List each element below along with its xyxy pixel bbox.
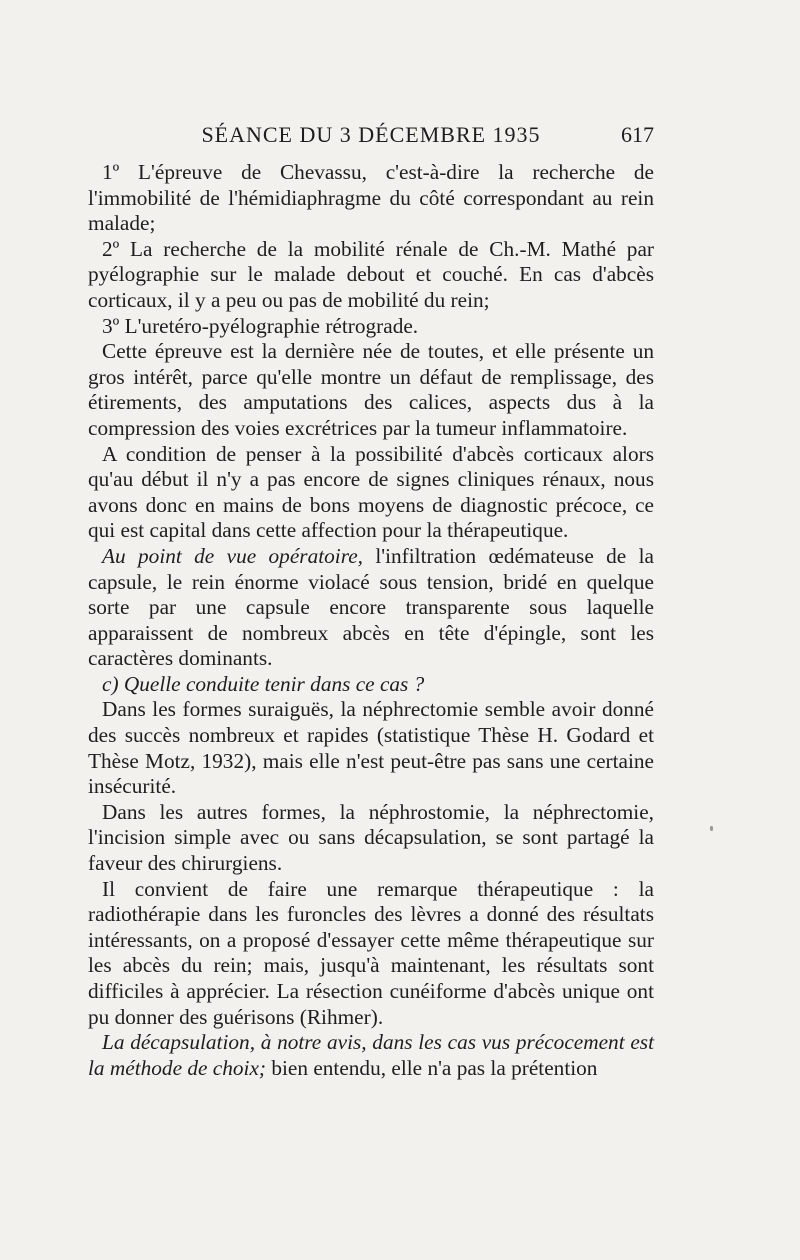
page-header xyxy=(88,122,654,152)
running-title: SÉANCE DU 3 DÉCEMBRE 1935 xyxy=(201,122,541,147)
paragraph-6: Au point de vue opératoire, l'infiltration œdémateuse de la capsule, le rein énorme violacé sous tension, bridé en quelque sorte par une capsule encore transparente sous laquelle apparaissent de nombreux abcès en tête d'épingle, sont les caractères dominants. xyxy=(88,543,654,671)
paragraph-10: Il convient de faire une remarque thérapeutique : la radiothérapie dans les furoncles des lèvres a donné des résultats intéressants, on a proposé d'essayer cette même thérapeutique sur les abcès du rein; mais, jusqu'à maintenant, les résultats sont difficiles à apprécier. La résection cunéiforme d'abcès unique ont pu donner des guérisons (Rihmer). xyxy=(88,876,654,1029)
body-text xyxy=(88,160,654,1081)
italic-lead: La décapsulation, à notre avis, dans les cas vus précocement est la méthode de choix; xyxy=(88,1030,654,1080)
paragraph-1: 1º L'épreuve de Chevassu, c'est-à-dire la recherche de l'immobilité de l'hémidiaphragme du côté correspondant au rein malade; xyxy=(88,160,654,236)
page-number: 617 xyxy=(621,122,654,147)
paragraph-5: A condition de penser à la possibilité d'abcès corticaux alors qu'au début il n'y a pas encore de signes cliniques rénaux, nous avons donc en mains de bons moyens de diagnostic précoce, ce qui est capital dans cette affection pour la thérapeutique. xyxy=(88,441,654,543)
paper-speck xyxy=(710,826,713,831)
section-heading: c) Quelle conduite tenir dans ce cas ? xyxy=(102,671,425,696)
paragraph-11: La décapsulation, à notre avis, dans les cas vus précocement est la méthode de choix; bien entendu, elle n'a pas la prétention xyxy=(88,1030,654,1080)
paragraph-4: Cette épreuve est la dernière née de toutes, et elle présente un gros intérêt, parce qu'elle montre un défaut de remplissage, des étirements, des amputations des calices, aspects dus à la compression des voies excrétrices par la tumeur inflammatoire. xyxy=(88,339,654,440)
italic-lead: Au point de vue opératoire, xyxy=(102,543,363,568)
paragraph-9: Dans les autres formes, la néphrostomie, la néphrectomie, l'incision simple avec ou sans décapsulation, se sont partagé la faveur des chirurgiens. xyxy=(88,799,654,876)
paragraph-2: 2º La recherche de la mobilité rénale de Ch.-M. Mathé par pyélographie sur le malade debout et couché. En cas d'abcès corticaux, il y a peu ou pas de mobilité du rein; xyxy=(88,236,654,312)
paragraph-3: 3º L'uretéro-pyélographie rétrograde. xyxy=(102,313,419,338)
paragraph-8: Dans les formes suraiguës, la néphrectomie semble avoir donné des succès nombreux et rapides (statistique Thèse H. Godard et Thèse Motz, 1932), mais elle n'est peut-être pas sans une certaine insécurité. xyxy=(88,697,654,799)
